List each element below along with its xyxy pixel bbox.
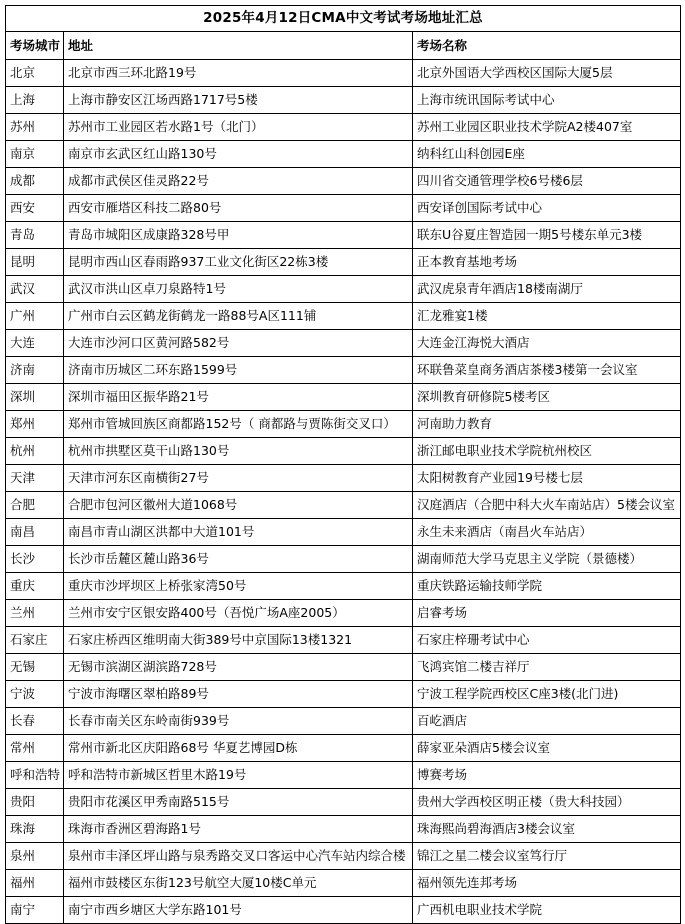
cell-address: 郑州市管城回族区商都路152号（ 商都路与贾陈街交叉口） — [64, 411, 413, 438]
cell-address: 昆明市西山区春雨路937工业文化街区22栋3楼 — [64, 249, 413, 276]
cell-address: 杭州市拱墅区莫干山路130号 — [64, 438, 413, 465]
cell-city: 南京 — [6, 141, 64, 168]
cell-city: 上海 — [6, 87, 64, 114]
cell-city: 无锡 — [6, 654, 64, 681]
cell-address: 常州市新北区庆阳路68号 华夏艺博园D栋 — [64, 735, 413, 762]
cell-address: 北京市西三环北路19号 — [64, 60, 413, 87]
cell-address: 成都市武侯区佳灵路22号 — [64, 168, 413, 195]
cell-city: 杭州 — [6, 438, 64, 465]
cell-city: 西安 — [6, 195, 64, 222]
cell-city: 苏州 — [6, 114, 64, 141]
cell-city: 南宁 — [6, 897, 64, 924]
table-row — [6, 114, 681, 141]
cell-venue-name: 联东U谷夏庄智造园一期5号楼东单元3楼 — [413, 222, 681, 249]
table-row — [6, 60, 681, 87]
column-header-venue[interactable]: 考场名称 — [413, 32, 681, 60]
table-header-row — [6, 32, 681, 60]
cell-address: 南京市玄武区红山路130号 — [64, 141, 413, 168]
cell-address: 合肥市包河区徽州大道1068号 — [64, 492, 413, 519]
cell-city: 贵阳 — [6, 789, 64, 816]
cell-city: 长春 — [6, 708, 64, 735]
cell-venue-name: 重庆铁路运输技师学院 — [413, 573, 681, 600]
table-row — [6, 330, 681, 357]
cell-venue-name: 汇龙雅宴1楼 — [413, 303, 681, 330]
table-row — [6, 762, 681, 789]
cell-city: 长沙 — [6, 546, 64, 573]
cell-venue-name: 福州领先连邦考场 — [413, 870, 681, 897]
table-row — [6, 465, 681, 492]
cell-venue-name: 四川省交通管理学校6号楼6层 — [413, 168, 681, 195]
table-row — [6, 627, 681, 654]
cell-city: 宁波 — [6, 681, 64, 708]
cell-venue-name: 启睿考场 — [413, 600, 681, 627]
cell-address: 宁波市海曙区翠柏路89号 — [64, 681, 413, 708]
cell-city: 天津 — [6, 465, 64, 492]
table-row — [6, 357, 681, 384]
cell-address: 南宁市西乡塘区大学东路101号 — [64, 897, 413, 924]
cell-city: 济南 — [6, 357, 64, 384]
cell-address: 苏州市工业园区若水路1号（北门） — [64, 114, 413, 141]
cell-venue-name: 宁波工程学院西校区C座3楼(北门进) — [413, 681, 681, 708]
cell-city: 武汉 — [6, 276, 64, 303]
page-title: 2025年4月12日CMA中文考试考场地址汇总 — [6, 6, 681, 32]
table-row — [6, 492, 681, 519]
cell-venue-name: 石家庄梓珊考试中心 — [413, 627, 681, 654]
cell-city: 昆明 — [6, 249, 64, 276]
cell-address: 泉州市丰泽区坪山路与泉秀路交叉口客运中心汽车站内综合楼 — [64, 843, 413, 870]
cell-city: 青岛 — [6, 222, 64, 249]
cell-address: 珠海市香洲区碧海路1号 — [64, 816, 413, 843]
cell-address: 重庆市沙坪坝区上桥张家湾50号 — [64, 573, 413, 600]
cell-city: 广州 — [6, 303, 64, 330]
cell-venue-name: 环联鲁菜皇商务酒店茶楼3楼第一会议室 — [413, 357, 681, 384]
table-row — [6, 87, 681, 114]
cell-address: 上海市静安区江场西路1717号5楼 — [64, 87, 413, 114]
cell-city: 福州 — [6, 870, 64, 897]
cell-venue-name: 西安译创国际考试中心 — [413, 195, 681, 222]
cell-address: 深圳市福田区振华路21号 — [64, 384, 413, 411]
cell-address: 武汉市洪山区卓刀泉路特1号 — [64, 276, 413, 303]
cell-address: 济南市历城区二环东路1599号 — [64, 357, 413, 384]
cell-venue-name: 锦江之星二楼会议室笃行厅 — [413, 843, 681, 870]
table-row — [6, 708, 681, 735]
cell-address: 兰州市安宁区银安路400号（吾悦广场A座2005） — [64, 600, 413, 627]
cell-venue-name: 上海市统讯国际考试中心 — [413, 87, 681, 114]
cell-city: 南昌 — [6, 519, 64, 546]
cell-address: 石家庄桥西区维明南大街389号中京国际13楼1321 — [64, 627, 413, 654]
cell-venue-name: 大连金江海悦大酒店 — [413, 330, 681, 357]
cell-city: 北京 — [6, 60, 64, 87]
table-row — [6, 600, 681, 627]
cell-address: 长春市南关区东岭南街939号 — [64, 708, 413, 735]
cell-address: 呼和浩特市新城区哲里木路19号 — [64, 762, 413, 789]
cell-venue-name: 汉庭酒店（合肥中科大火车南站店）5楼会议室 — [413, 492, 681, 519]
cell-venue-name: 贵州大学西校区明正楼（贵大科技园） — [413, 789, 681, 816]
cell-address: 广州市白云区鹤龙街鹤龙一路88号A区111铺 — [64, 303, 413, 330]
table-row — [6, 735, 681, 762]
cell-address: 大连市沙河口区黄河路582号 — [64, 330, 413, 357]
table-row — [6, 384, 681, 411]
cell-city: 成都 — [6, 168, 64, 195]
cell-address: 天津市河东区南横街27号 — [64, 465, 413, 492]
table-row — [6, 303, 681, 330]
table-head — [6, 6, 681, 60]
table-row — [6, 222, 681, 249]
table-row — [6, 546, 681, 573]
cell-venue-name: 太阳树教育产业园19号楼七层 — [413, 465, 681, 492]
cell-city: 珠海 — [6, 816, 64, 843]
cell-venue-name: 纳科红山科创园E座 — [413, 141, 681, 168]
table-title-row — [6, 6, 681, 32]
cell-venue-name: 珠海熙尚碧海酒店3楼会议室 — [413, 816, 681, 843]
table-row — [6, 141, 681, 168]
table-body — [6, 60, 681, 924]
cell-address: 无锡市滨湖区湖滨路728号 — [64, 654, 413, 681]
cell-city: 呼和浩特 — [6, 762, 64, 789]
cell-city: 深圳 — [6, 384, 64, 411]
table-row — [6, 195, 681, 222]
cell-address: 长沙市岳麓区麓山路36号 — [64, 546, 413, 573]
table-row — [6, 816, 681, 843]
cell-city: 合肥 — [6, 492, 64, 519]
cell-venue-name: 武汉虎泉青年酒店18楼南湖厅 — [413, 276, 681, 303]
table-row — [6, 411, 681, 438]
cell-address: 贵阳市花溪区甲秀南路515号 — [64, 789, 413, 816]
table-row — [6, 168, 681, 195]
cell-city: 常州 — [6, 735, 64, 762]
cell-venue-name: 浙江邮电职业技术学院杭州校区 — [413, 438, 681, 465]
column-header-address[interactable]: 地址 — [64, 32, 413, 60]
table-row — [6, 897, 681, 924]
table-row — [6, 519, 681, 546]
cell-venue-name: 薛家亚朵酒店5楼会议室 — [413, 735, 681, 762]
cell-venue-name: 正本教育基地考场 — [413, 249, 681, 276]
cell-venue-name: 深圳教育研修院5楼考区 — [413, 384, 681, 411]
cell-city: 重庆 — [6, 573, 64, 600]
table-row — [6, 438, 681, 465]
column-header-city[interactable]: 考场城市 — [6, 32, 64, 60]
table-row — [6, 249, 681, 276]
cell-venue-name: 永生未来酒店（南昌火车站店） — [413, 519, 681, 546]
cell-venue-name: 苏州工业园区职业技术学院A2楼407室 — [413, 114, 681, 141]
cell-address: 青岛市城阳区成康路328号甲 — [64, 222, 413, 249]
cell-city: 泉州 — [6, 843, 64, 870]
table-row — [6, 654, 681, 681]
cell-venue-name: 河南助力教育 — [413, 411, 681, 438]
table-row — [6, 870, 681, 897]
cell-address: 西安市雁塔区科技二路80号 — [64, 195, 413, 222]
exam-venue-table — [5, 5, 681, 924]
table-row — [6, 789, 681, 816]
cell-venue-name: 北京外国语大学西校区国际大厦5层 — [413, 60, 681, 87]
cell-venue-name: 湖南师范大学马克思主义学院（景德楼） — [413, 546, 681, 573]
cell-venue-name: 百屹酒店 — [413, 708, 681, 735]
cell-city: 大连 — [6, 330, 64, 357]
cell-city: 石家庄 — [6, 627, 64, 654]
cell-city: 郑州 — [6, 411, 64, 438]
cell-venue-name: 飞鸿宾馆二楼吉祥厅 — [413, 654, 681, 681]
table-row — [6, 843, 681, 870]
cell-address: 南昌市青山湖区洪都中大道101号 — [64, 519, 413, 546]
cell-address: 福州市鼓楼区东街123号航空大厦10楼C单元 — [64, 870, 413, 897]
cell-venue-name: 博赛考场 — [413, 762, 681, 789]
table-row — [6, 276, 681, 303]
cell-city: 兰州 — [6, 600, 64, 627]
table-row — [6, 573, 681, 600]
cell-venue-name: 广西机电职业技术学院 — [413, 897, 681, 924]
table-row — [6, 681, 681, 708]
